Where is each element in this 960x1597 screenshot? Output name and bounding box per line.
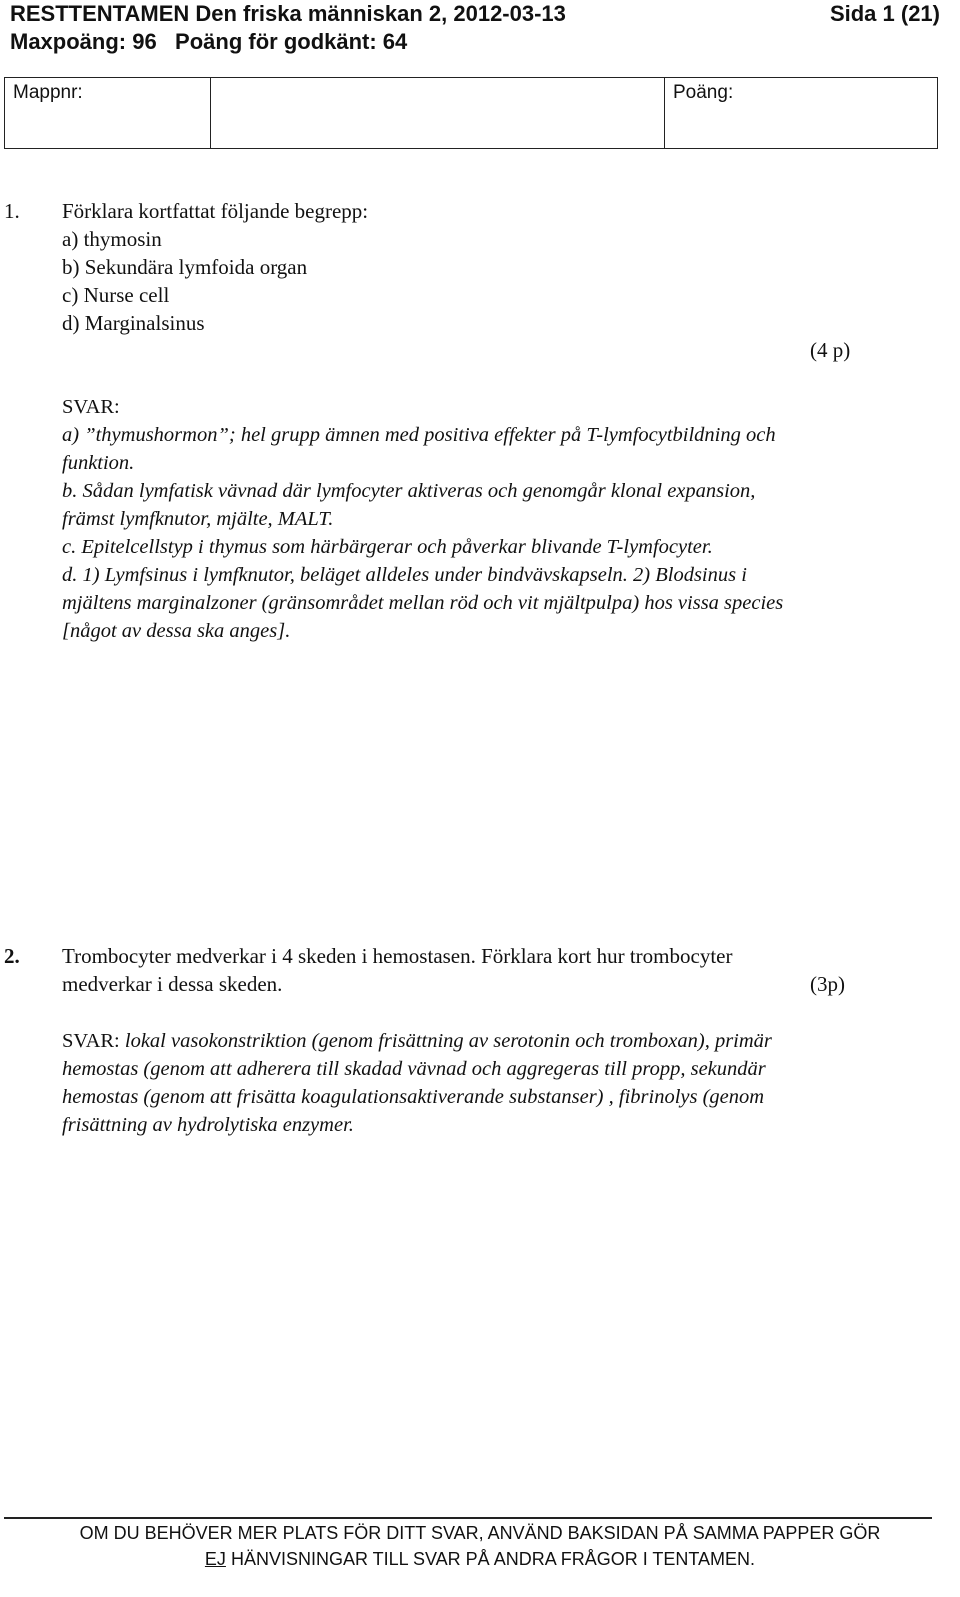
question-number: 2. <box>4 944 20 968</box>
page-number: Sida 1 (21) <box>829 1 940 26</box>
poang-label: Poäng: <box>673 82 734 103</box>
list-item: b) Sekundära lymfoida organ <box>62 255 308 279</box>
footer-line-2: EJ HÄNVISNINGAR TILL SVAR PÅ ANDRA FRÅGOR I TENTAMEN. <box>204 1549 756 1569</box>
question-number: 1. <box>4 199 20 223</box>
header-line-2 <box>10 28 940 56</box>
header-line-1 <box>10 0 940 28</box>
mappnr-field[interactable] <box>5 78 211 148</box>
mappnr-poang-box <box>4 77 938 149</box>
answer-label: SVAR: <box>62 396 120 418</box>
question-points: (3p) <box>810 972 845 996</box>
poang-field[interactable] <box>665 78 937 148</box>
pass-points: Poäng för godkänt: 64 <box>175 29 408 54</box>
exam-title: RESTTENTAMEN Den friska människan 2, 2012-03-13 <box>10 1 566 26</box>
question-2-body <box>62 942 922 998</box>
answer-line: främst lymfknutor, mjälte, MALT. <box>62 508 334 530</box>
blank-field <box>211 78 665 148</box>
question-prompt: Trombocyter medverkar i 4 skeden i hemostasen. Förklara kort hur trombocyter <box>62 944 733 968</box>
answer-line: hemostas (genom att adherera till skadad vävnad och aggregeras till propp, sekundär <box>62 1058 766 1080</box>
question-prompt: Förklara kortfattat följande begrepp: <box>62 199 369 223</box>
list-item: a) thymosin <box>62 227 162 251</box>
answer-2 <box>62 1027 942 1139</box>
answer-line: d. 1) Lymfsinus i lymfknutor, beläget alldeles under bindvävskapseln. 2) Blodsinus i <box>62 564 747 586</box>
exam-header <box>10 0 940 56</box>
answer-line: a) ”thymushormon”; hel grupp ämnen med positiva effekter på T-lymfocytbildning och <box>62 424 776 446</box>
footer-note <box>0 1520 960 1572</box>
answer-line: funktion. <box>62 452 135 474</box>
points-info <box>10 28 407 56</box>
list-item: d) Marginalsinus <box>62 311 205 335</box>
answer-line-first: SVAR: lokal vasokonstriktion (genom frisättning av serotonin och tromboxan), primär <box>62 1030 772 1052</box>
mappnr-label: Mappnr: <box>13 82 83 103</box>
footer-divider <box>4 1517 932 1519</box>
answer-label: SVAR: <box>62 1030 120 1052</box>
answer-line: b. Sådan lymfatisk vävnad där lymfocyter aktiveras och genomgår klonal expansion, <box>62 480 756 502</box>
answer-line: mjältens marginalzoner (gränsområdet mellan röd och vit mjältpulpa) hos vissa species <box>62 592 784 614</box>
answer-line: c. Epitelcellstyp i thymus som härbärgerar och påverkar blivande T-lymfocyter. <box>62 536 713 558</box>
question-1-body <box>62 197 368 337</box>
answer-line: [något av dessa ska anges]. <box>62 620 291 642</box>
answer-line: frisättning av hydrolytiska enzymer. <box>62 1114 354 1136</box>
max-points: Maxpoäng: 96 <box>10 29 157 54</box>
list-item: c) Nurse cell <box>62 283 170 307</box>
question-prompt-cont: medverkar i dessa skeden. (3p) <box>62 972 845 996</box>
question-points: (4 p) <box>810 338 851 362</box>
footer-line-1: OM DU BEHÖVER MER PLATS FÖR DITT SVAR, ANVÄND BAKSIDAN PÅ SAMMA PAPPER GÖR <box>79 1523 881 1543</box>
answer-line: hemostas (genom att frisätta koagulationsaktiverande substanser) , fibrinolys (genom <box>62 1086 765 1108</box>
answer-1 <box>62 393 932 645</box>
